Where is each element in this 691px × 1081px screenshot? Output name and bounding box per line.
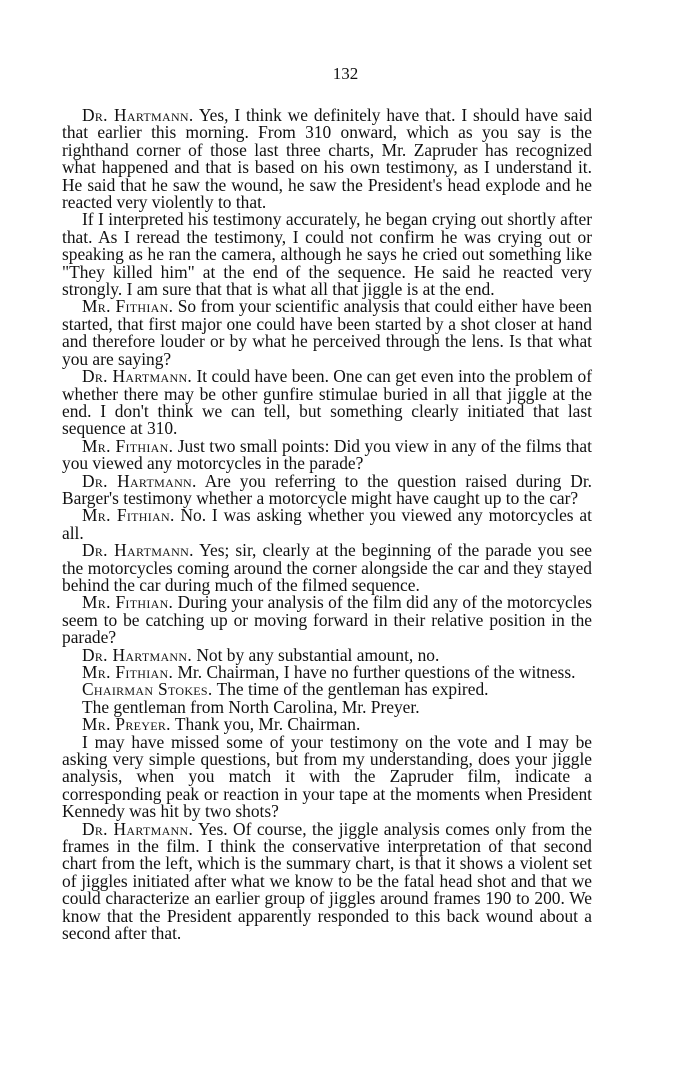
paragraph-text: The time of the gentleman has expired. <box>216 679 489 700</box>
paragraph <box>62 507 592 542</box>
paragraph <box>62 368 592 438</box>
paragraph-text: Not by any substantial amount, no. <box>196 644 440 665</box>
paragraph <box>62 211 592 298</box>
speaker-name: Chairman Stokes. <box>82 679 213 700</box>
paragraph-text: I may have missed some of your testimony on the vote and I may be asking very simple questions, but from my understanding, does your jiggle analysis, when you match it with the Zapruder film, indicate a corresponding peak or reaction in your tape at the moments when President Kennedy was hit by two shots? <box>62 731 592 822</box>
paragraph <box>62 107 592 211</box>
paragraph <box>62 435 592 474</box>
paragraph-text: Thank you, Mr. Chairman. <box>174 714 361 735</box>
speaker-name: Mr. Preyer. <box>82 714 171 735</box>
paragraph-text: Yes; sir, clearly at the beginning of the parade you see the motorcycles coming around the corner alongside the car and they stayed behind the car during much of the filmed sequence. <box>62 540 592 595</box>
paragraph-text: It could have been. One can get even into the problem of whether there may be other gunfire stimulae buried in all that jiggle at the end. I don't think we can tell, but something clearly initiated that last sequence at 310. <box>62 366 592 439</box>
paragraph-text: So from your scientific analysis that could either have been started, that first major one could have been started by a shot closer at hand and therefore louder or by what he perceived through the lens. Is that what you are saying? <box>62 296 592 369</box>
speaker-name: Dr. Hartmann. <box>82 105 194 125</box>
speaker-name: Dr. Hartmann. <box>82 644 193 665</box>
paragraph-text: The gentleman from North Carolina, Mr. Preyer. <box>82 696 420 717</box>
speaker-name: Mr. Fithian. <box>82 505 175 526</box>
speaker-name: Dr. Hartmann. <box>82 818 194 839</box>
paragraph-text: Yes, I think we definitely have that. I should have said that earlier this morning. From 310 onward, which as you say is the righthand corner of those last three charts, Mr. Zapruder has recognized what happened and that is based on his own testimony, as I understand it. He said that he saw the wound, he saw the President's head explode and he reacted very violently to that. <box>62 105 593 213</box>
speaker-name: Dr. Hartmann. <box>82 470 197 491</box>
speaker-name: Mr. Fithian. <box>82 435 174 456</box>
paragraph <box>62 470 593 508</box>
paragraph-text: Just two small points: Did you view in any of the films that you viewed any motorcycles in the parade? <box>62 435 592 474</box>
paragraph-text: Are you referring to the question raised during Dr. Barger's testimony whether a motorcycle might have caught up to the car? <box>62 470 593 508</box>
speaker-name: Dr. Hartmann. <box>82 540 194 561</box>
paragraph <box>62 542 592 594</box>
paragraph <box>62 731 592 822</box>
paragraph-text: Mr. Chairman, I have no further questions of the witness. <box>177 662 576 682</box>
paragraph-text: No. I was asking whether you viewed any motorcycles at all. <box>62 505 592 543</box>
paragraph-text: During your analysis of the film did any of the motorcycles seem to be catching up or moving forward in their relative position in the parade? <box>62 592 592 648</box>
speaker-name: Dr. Hartmann. <box>82 366 193 387</box>
speaker-name: Mr. Fithian. <box>82 296 174 317</box>
paragraph-text: Yes. Of course, the jiggle analysis comes only from the frames in the film. I think the conservative interpretation of that second chart from the left, which is the summary chart, is that it shows a violent set of jiggles initiated after what we know to be the fatal head shot and that we could characterize an earlier group of jiggles around frames 190 to 200. We know that the President apparently responded to this back wound about a second after that. <box>62 818 593 944</box>
testimony-body <box>62 107 592 943</box>
page-number: 132 <box>332 64 359 83</box>
paragraph-text: If I interpreted his testimony accurately, he began crying out shortly after that. As I reread the testimony, I could not confirm he was crying out or speaking as he ran the camera, although he says he cried out something like "They killed him" at the end of the sequence. He said he reacted very strongly. I am sure that that is what all that jiggle is at the end. <box>62 209 592 300</box>
paragraph <box>62 594 592 646</box>
speaker-name: Mr. Fithian. <box>82 592 174 613</box>
speaker-name: Mr. Fithian. <box>82 662 174 682</box>
paragraph <box>62 818 593 944</box>
paragraph <box>62 298 592 368</box>
